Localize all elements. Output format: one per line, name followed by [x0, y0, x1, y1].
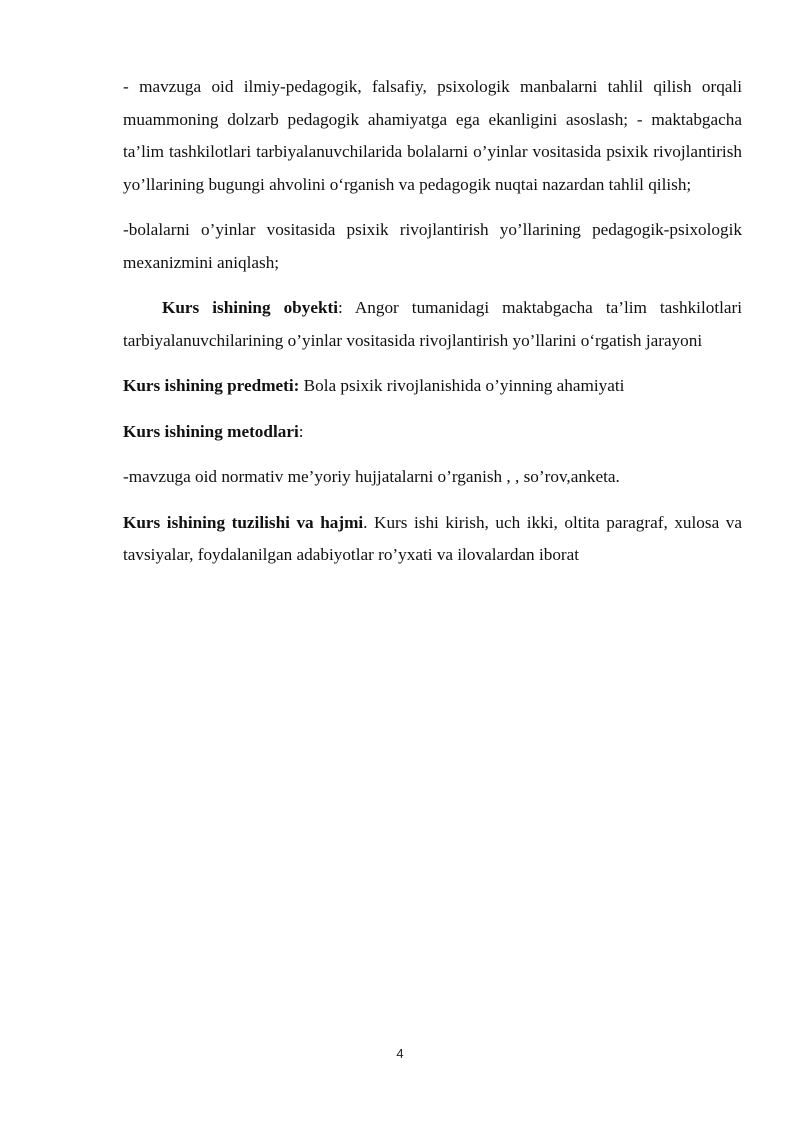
- methods-label: Kurs ishining metodlari: [123, 421, 299, 441]
- object-label: Kurs ishining obyekti: [162, 298, 339, 317]
- paragraph-subject: [123, 370, 742, 403]
- paragraph-object: [123, 292, 742, 357]
- structure-label: Kurs ishining tuzilishi va hajmi: [123, 512, 364, 532]
- methods-text: :: [298, 421, 304, 441]
- paragraph-methods-list: -mavzuga oid normativ me’yoriy hujjatalarni o’rganish , , so’rov,anketa.: [123, 467, 620, 486]
- page-number: 4: [396, 1046, 404, 1061]
- paragraph-tasks-2: -bolalarni o’yinlar vositasida psixik rivojlantirish yo’llarining pedagogik-psixologik mexanizmini aniqlash;: [123, 220, 742, 272]
- object-text: : Angor tumanidagi maktabgacha ta’lim tashkilotlari tarbiyalanuvchilarining o’yinlar vositasida rivojlantirish yo’llarini o‘rgatish jarayoni: [123, 298, 742, 350]
- subject-label: Kurs ishining predmeti:: [123, 376, 300, 395]
- structure-text: . Kurs ishi kirish, uch ikki, oltita paragraf, xulosa va tavsiyalar, foydalanilgan adabiyotlar ro’yxati va ilovalardan iborat: [123, 512, 742, 564]
- paragraph-structure: [123, 507, 742, 572]
- subject-text: Bola psixik rivojlanishida o’yinning ahamiyati: [299, 376, 625, 395]
- document-body: [123, 71, 742, 585]
- paragraph-tasks-1: - mavzuga oid ilmiy-pedagogik, falsafiy, psixologik manbalarni tahlil qilish orqali muammoning dolzarb pedagogik ahamiyatga ega ekanligini asoslash; - maktabgacha ta’lim tashkilotlari tarbiyalanuvchilarida bolalarni o’yinlar vositasida psixik rivojlantirish yo’llarining bugungi ahvolini o‘rganish va pedagogik nuqtai nazardan tahlil qilish;: [123, 77, 742, 194]
- paragraph-methods: [123, 416, 742, 449]
